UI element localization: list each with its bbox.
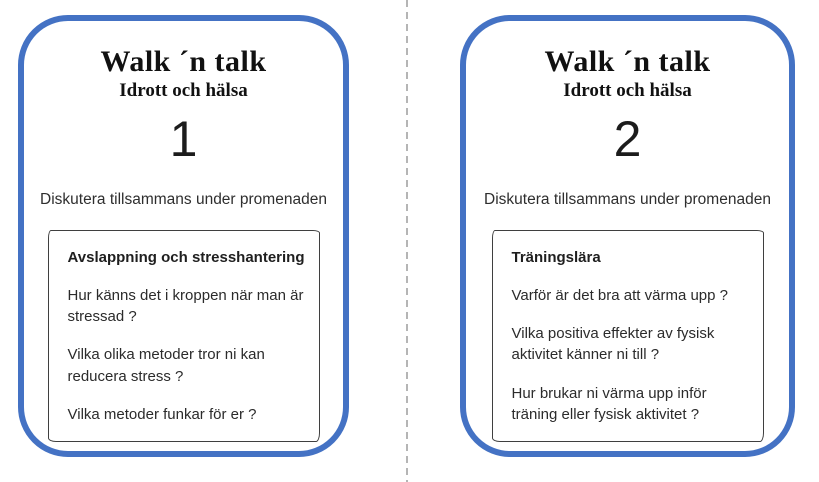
question-item: Vilka positiva effekter av fysisk aktivitet känner ni till ? [511, 325, 715, 364]
card-subtitle: Idrott och hälsa [563, 79, 692, 101]
dashed-cut-line [406, 0, 408, 482]
question-box-heading: Träningslära [511, 248, 601, 266]
card-title: Walk ´n talk [100, 45, 267, 78]
question-item: Vilka metoder funkar för er ? [67, 405, 257, 423]
card-subtitle: Idrott och hälsa [119, 79, 248, 101]
card-instruction: Diskutera tillsammans under promenaden [40, 190, 327, 208]
question-box-heading: Avslappning och stresshantering [67, 248, 305, 266]
question-item: Hur brukar ni värma upp inför träning eller fysisk aktivitet ? [511, 384, 707, 423]
walk-n-talk-card-1 [18, 15, 349, 457]
question-item: Hur känns det i kroppen när man är stressad ? [67, 286, 304, 326]
question-box [48, 230, 320, 443]
question-box [492, 230, 764, 443]
card-title: Walk ´n talk [544, 45, 711, 78]
card-instruction: Diskutera tillsammans under promenaden [484, 190, 771, 208]
card-number: 2 [613, 110, 642, 167]
question-item: Vilka olika metoder tror ni kan reducera stress ? [67, 346, 265, 385]
question-item: Varför är det bra att värma upp ? [511, 286, 728, 304]
walk-n-talk-card-2 [460, 15, 795, 457]
card-number: 1 [169, 110, 198, 167]
